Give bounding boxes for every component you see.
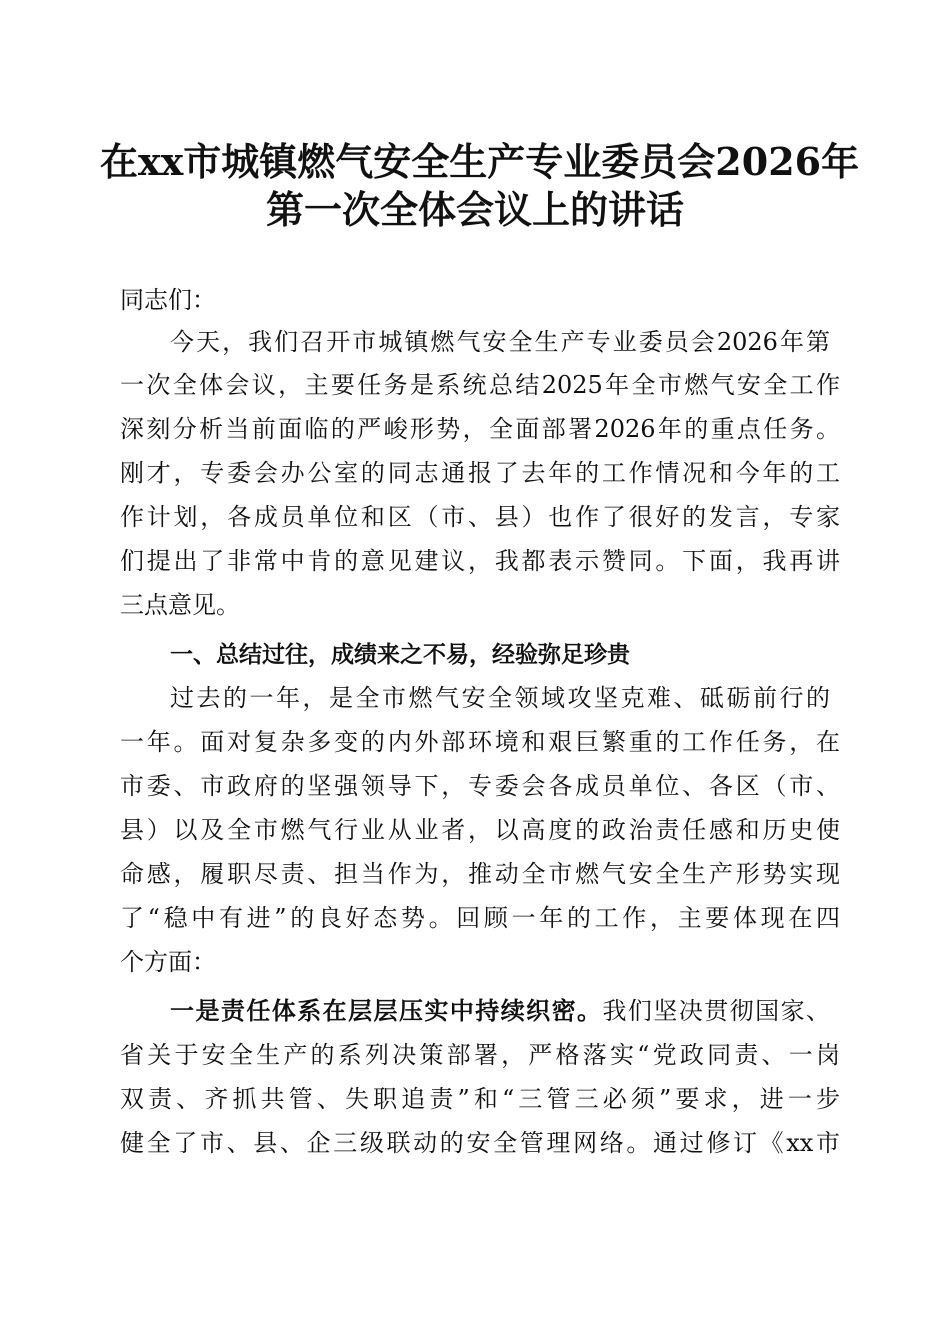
paragraph-2-line: 命感，履职尽责、担当作为，推动全市燃气安全生产形势实现	[120, 860, 840, 888]
paragraph-3-line: 健全了市、县、企三级联动的安全管理网络。通过修订《xx市	[120, 1129, 840, 1157]
paragraph-3-rest: 我们坚决贯彻国家、	[602, 997, 831, 1025]
paragraph-1-line: 今天，我们召开市城镇燃气安全生产专业委员会2026年第	[170, 328, 830, 356]
paragraph-1-line: 们提出了非常中肯的意见建议，我都表示赞同。下面，我再讲	[120, 547, 840, 575]
document-title-line-2: 第一次全体会议上的讲话	[265, 187, 684, 232]
paragraph-1-line: 作计划，各成员单位和区（市、县）也作了很好的发言，专家	[120, 503, 840, 531]
paragraph-2-line: 县）以及全市燃气行业从业者，以高度的政治责任感和历史使	[120, 816, 840, 844]
paragraph-1-line: 三点意见。	[120, 591, 240, 619]
salutation: 同志们：	[120, 286, 216, 314]
paragraph-1-line: 刚才，专委会办公室的同志通报了去年的工作情况和今年的工	[120, 459, 840, 487]
paragraph-2-line: 过去的一年，是全市燃气安全领域攻坚克难、砥砺前行的	[170, 684, 830, 712]
paragraph-3-line: 省关于安全生产的系列决策部署，严格落实“党政同责、一岗	[120, 1041, 840, 1069]
document-title-line-1: 在xx市城镇燃气安全生产专业委员会2026年	[100, 139, 860, 184]
paragraph-1-line: 一次全体会议，主要任务是系统总结2025年全市燃气安全工作	[120, 371, 840, 399]
paragraph-3-lead: 一是责任体系在层层压实中持续织密。	[170, 996, 603, 1025]
section-1-heading: 一、总结过往，成绩来之不易，经验弥足珍贵	[170, 642, 630, 668]
paragraph-2-line: 一年。面对复杂多变的内外部环境和艰巨繁重的工作任务，在	[120, 728, 840, 756]
paragraph-2-line: 个方面：	[120, 948, 216, 976]
paragraph-3-line: 双责、齐抓共管、失职追责”和“三管三必须”要求，进一步	[120, 1085, 840, 1113]
paragraph-3-first-line	[170, 993, 830, 1029]
paragraph-2-line: 了“稳中有进”的良好态势。回顾一年的工作，主要体现在四	[120, 904, 840, 932]
paragraph-2-line: 市委、市政府的坚强领导下，专委会各成员单位、各区（市、	[120, 772, 840, 800]
paragraph-1-line: 深刻分析当前面临的严峻形势，全面部署2026年的重点任务。	[120, 415, 840, 443]
